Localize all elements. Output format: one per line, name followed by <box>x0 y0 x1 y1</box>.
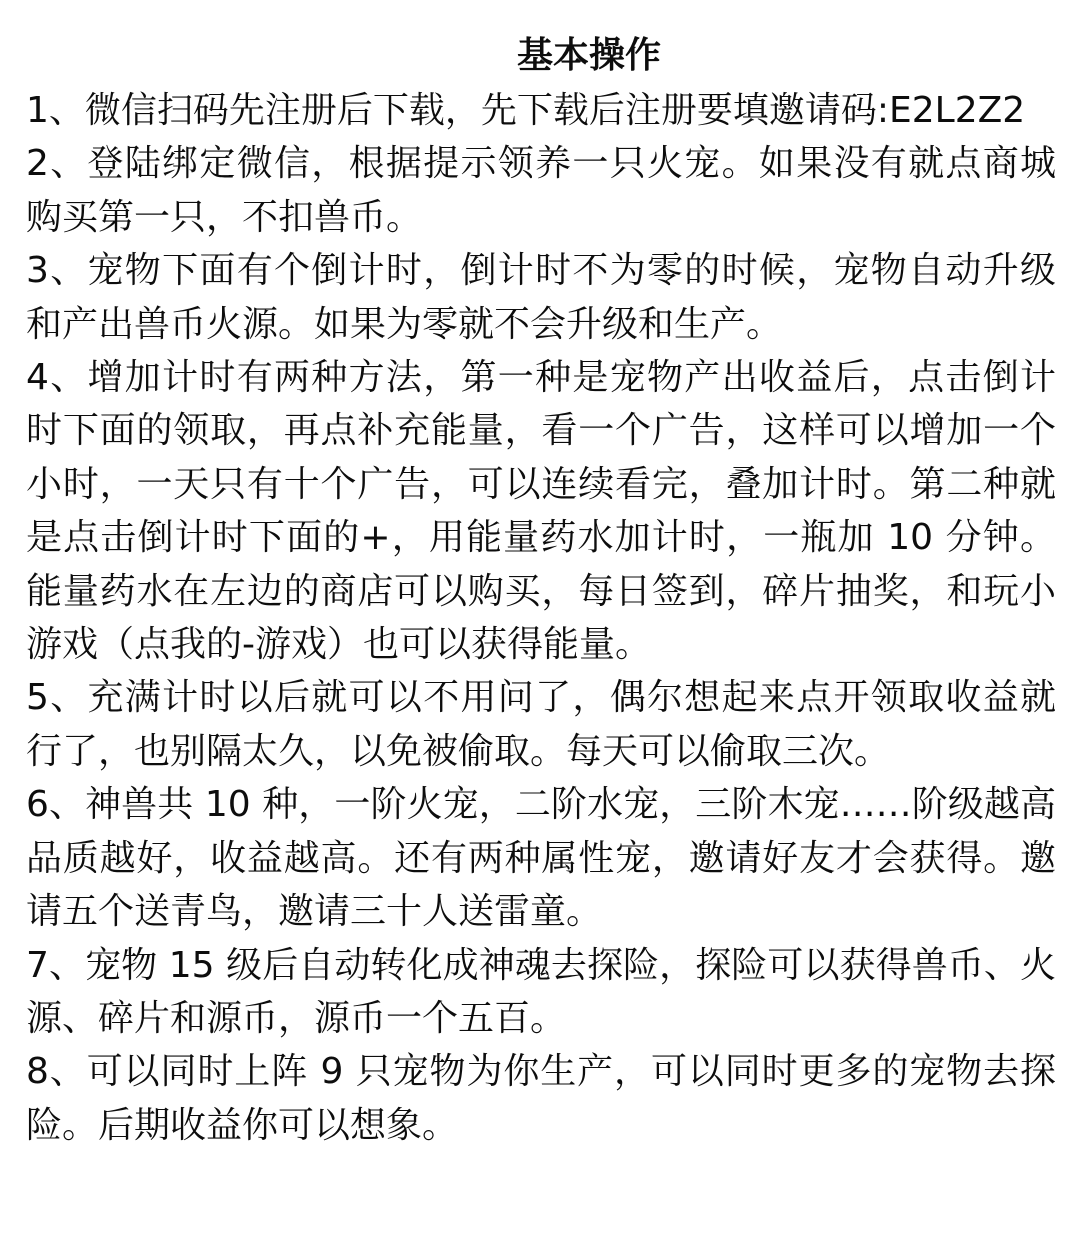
paragraph-8: 8、可以同时上阵 9 只宠物为你生产，可以同时更多的宠物去探险。后期收益你可以想象。 <box>26 1051 1056 1146</box>
paragraph-4: 4、增加计时有两种方法，第一种是宠物产出收益后，点击倒计时下面的领取，再点补充能量，看一个广告，这样可以增加一个小时，一天只有十个广告，可以连续看完，叠加计时。第二种就是点击倒计时下面的+，用能量药水加计时，一瓶加 10 分钟。能量药水在左边的商店可以购买，每日签到，碎片抽奖，和玩小游戏（点我的-游戏）也可以获得能量。 <box>26 357 1056 666</box>
paragraph-1: 1、微信扫码先注册后下载，先下载后注册要填邀请码:E2L2Z2 <box>26 90 1026 131</box>
paragraph-2: 2、登陆绑定微信，根据提示领养一只火宠。如果没有就点商城购买第一只，不扣兽币。 <box>26 143 1056 238</box>
paragraph-3: 3、宠物下面有个倒计时，倒计时不为零的时候，宠物自动升级和产出兽币火源。如果为零就不会升级和生产。 <box>26 250 1056 345</box>
paragraph-5: 5、充满计时以后就可以不用问了，偶尔想起来点开领取收益就行了，也别隔太久，以免被偷取。每天可以偷取三次。 <box>26 677 1056 772</box>
paragraph-7: 7、宠物 15 级后自动转化成神魂去探险，探险可以获得兽币、火源、碎片和源币，源币一个五百。 <box>26 944 1056 1039</box>
paragraph-6: 6、神兽共 10 种，一阶火宠，二阶水宠，三阶木宠……阶级越高品质越好，收益越高。还有两种属性宠，邀请好友才会获得。邀请五个送青鸟，邀请三十人送雷童。 <box>26 784 1056 933</box>
document-title: 基本操作 <box>516 35 661 76</box>
document <box>26 28 1056 1152</box>
